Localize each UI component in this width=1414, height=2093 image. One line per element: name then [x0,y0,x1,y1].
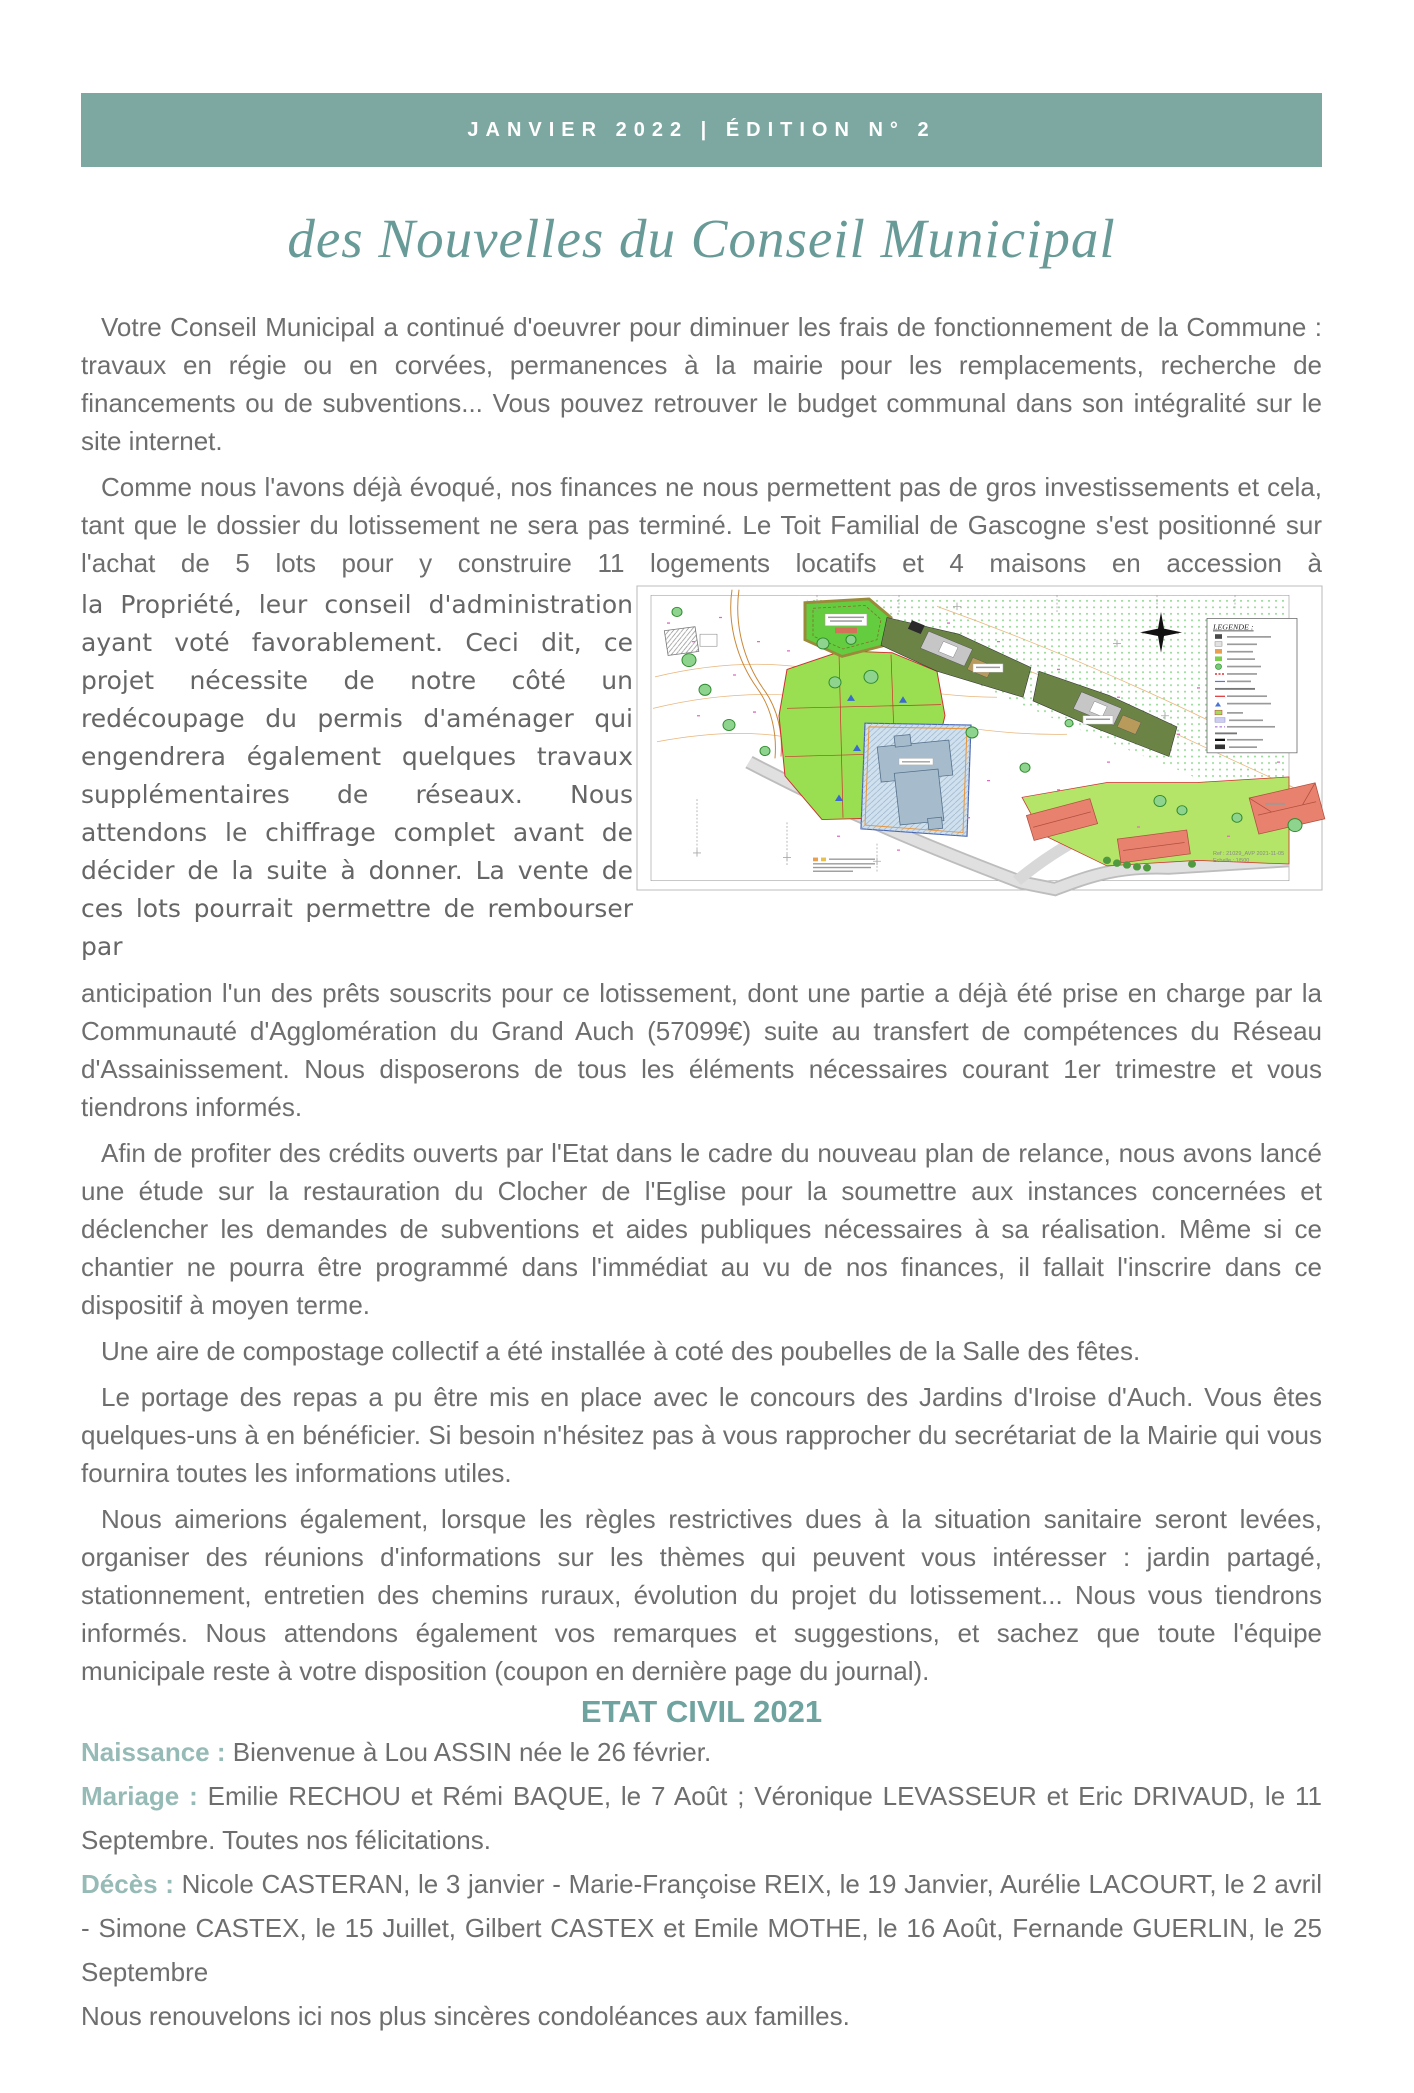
article-paragraph: anticipation l'un des prêts souscrits pour ce lotissement, dont une partie a déjà été prise en charge par la Communauté d'Agglomération du Grand Auch (57099€) suite au transfert de compétences du Réseau d'Assainissement. Nous disposerons de tous les éléments nécessaires courant 1er trimestre et vous tiendrons informés. [81,978,1322,1122]
etat-civil-heading: ETAT CIVIL 2021 [580,1694,823,1729]
article-body [81,308,1322,1690]
etat-civil-section [81,1730,1322,2036]
newsletter-page [0,93,1414,2093]
mariage-entry [81,1774,1322,1862]
article-paragraph: Nous aimerions également, lorsque les règles restrictives dues à la situation sanitaire seront levées, organiser des réunions d'informations sur les thèmes qui peuvent vous intéresser : jardin partagé, stationnement, entretien des chemins ruraux, évolution du projet du lotissement... Nous vous tiendrons informés. Nous attendons également vos remarques et suggestions, et sachez que toute l'équipe municipale reste à votre disposition (coupon en dernière page du journal). [81,1504,1322,1686]
naissance-label: Naissance : [81,1737,226,1767]
plan-ref-text: Ref : 21029_AVP 2021-11-05 [1213,850,1285,857]
site-plan-image [637,586,1322,890]
article-paragraph: Comme nous l'avons déjà évoqué, nos finances ne nous permettent pas de gros investissements et cela, tant que le dossier du lotissement ne sera pas terminé. Le Toit Familial de Gascogne s'est positionné sur l'achat de 5 lots pour y construire 11 logements locatifs et 4 maisons en accession à [81,472,1322,578]
header-band [81,93,1322,167]
article-paragraph: Votre Conseil Municipal a continué d'oeuvrer pour diminuer les frais de fonctionnement de la Commune : travaux en régie ou en corvées, permanences à la mairie pour les remplacements, recherche de financements ou de subventions... Vous pouvez retrouver le budget communal dans son intégralité sur le site internet. [81,312,1322,456]
deces-label: Décès : [81,1869,174,1899]
plan-legend [1207,618,1297,752]
mariage-text: Emilie RECHOU et Rémi BAQUE, le 7 Août ; Véronique LEVASSEUR et Eric DRIVAUD, le 11 Septembre. Toutes nos félicitations. [81,1781,1322,1855]
article-paragraph: Le portage des repas a pu être mis en place avec le concours des Jardins d'Iroise d'Auch. Vous êtes quelques-uns à en bénéficier. Si besoin n'hésitez pas à vous rapprocher du secrétariat de la Mairie qui vous fournira toutes les informations utiles. [81,1382,1322,1488]
main-building [861,723,971,836]
article-paragraph: Afin de profiter des crédits ouverts par l'Etat dans le cadre du nouveau plan de relance, nous avons lancé une étude sur la restauration du Clocher de l'Eglise pour la soumettre aux instances concernées et déclencher les demandes de subventions et aides publiques nécessaires à sa réalisation. Même si ce chantier ne pourra être programmé dans l'immédiat au vu de nos finances, il fallait l'inscrire dans ce dispositif à moyen terme. [81,1138,1322,1320]
deces-entry [81,1862,1322,1994]
article-paragraph: la Propriété, leur conseil d'administration ayant voté favorablement. Ceci dit, ce projet nécessite de notre côté un redécoupage du permis d'aménager qui engendrera également quelques travaux supplémentaires de réseaux. Nous attendons le chiffrage complet avant de décider de la suite à donner. La vente de ces lots pourrait permettre de rembourser par [81,590,633,961]
mariage-label: Mariage : [81,1781,198,1811]
article-paragraph: Une aire de compostage collectif a été installée à coté des poubelles de la Salle des fêtes. [101,1336,1141,1366]
plan-scale-text: Echelle : 1/500 [1213,858,1250,865]
page-title: des Nouvelles du Conseil Municipal [287,208,1116,269]
naissance-entry [81,1730,1322,1774]
deces-text: Nicole CASTERAN, le 3 janvier - Marie-Françoise REIX, le 19 Janvier, Aurélie LACOURT, le 2 avril - Simone CASTEX, le 15 Juillet, Gilbert CASTEX et Emile MOTHE, le 16 Août, Fernande GUERLIN, le 25 Septembre [81,1869,1322,1987]
naissance-text: Bienvenue à Lou ASSIN née le 26 février. [232,1737,712,1767]
edition-banner: JANVIER 2022 | ÉDITION N° 2 [467,118,936,141]
legend-title: LEGENDE : [1213,622,1254,632]
condolences-line: Nous renouvelons ici nos plus sincères condoléances aux familles. [81,2001,850,2031]
